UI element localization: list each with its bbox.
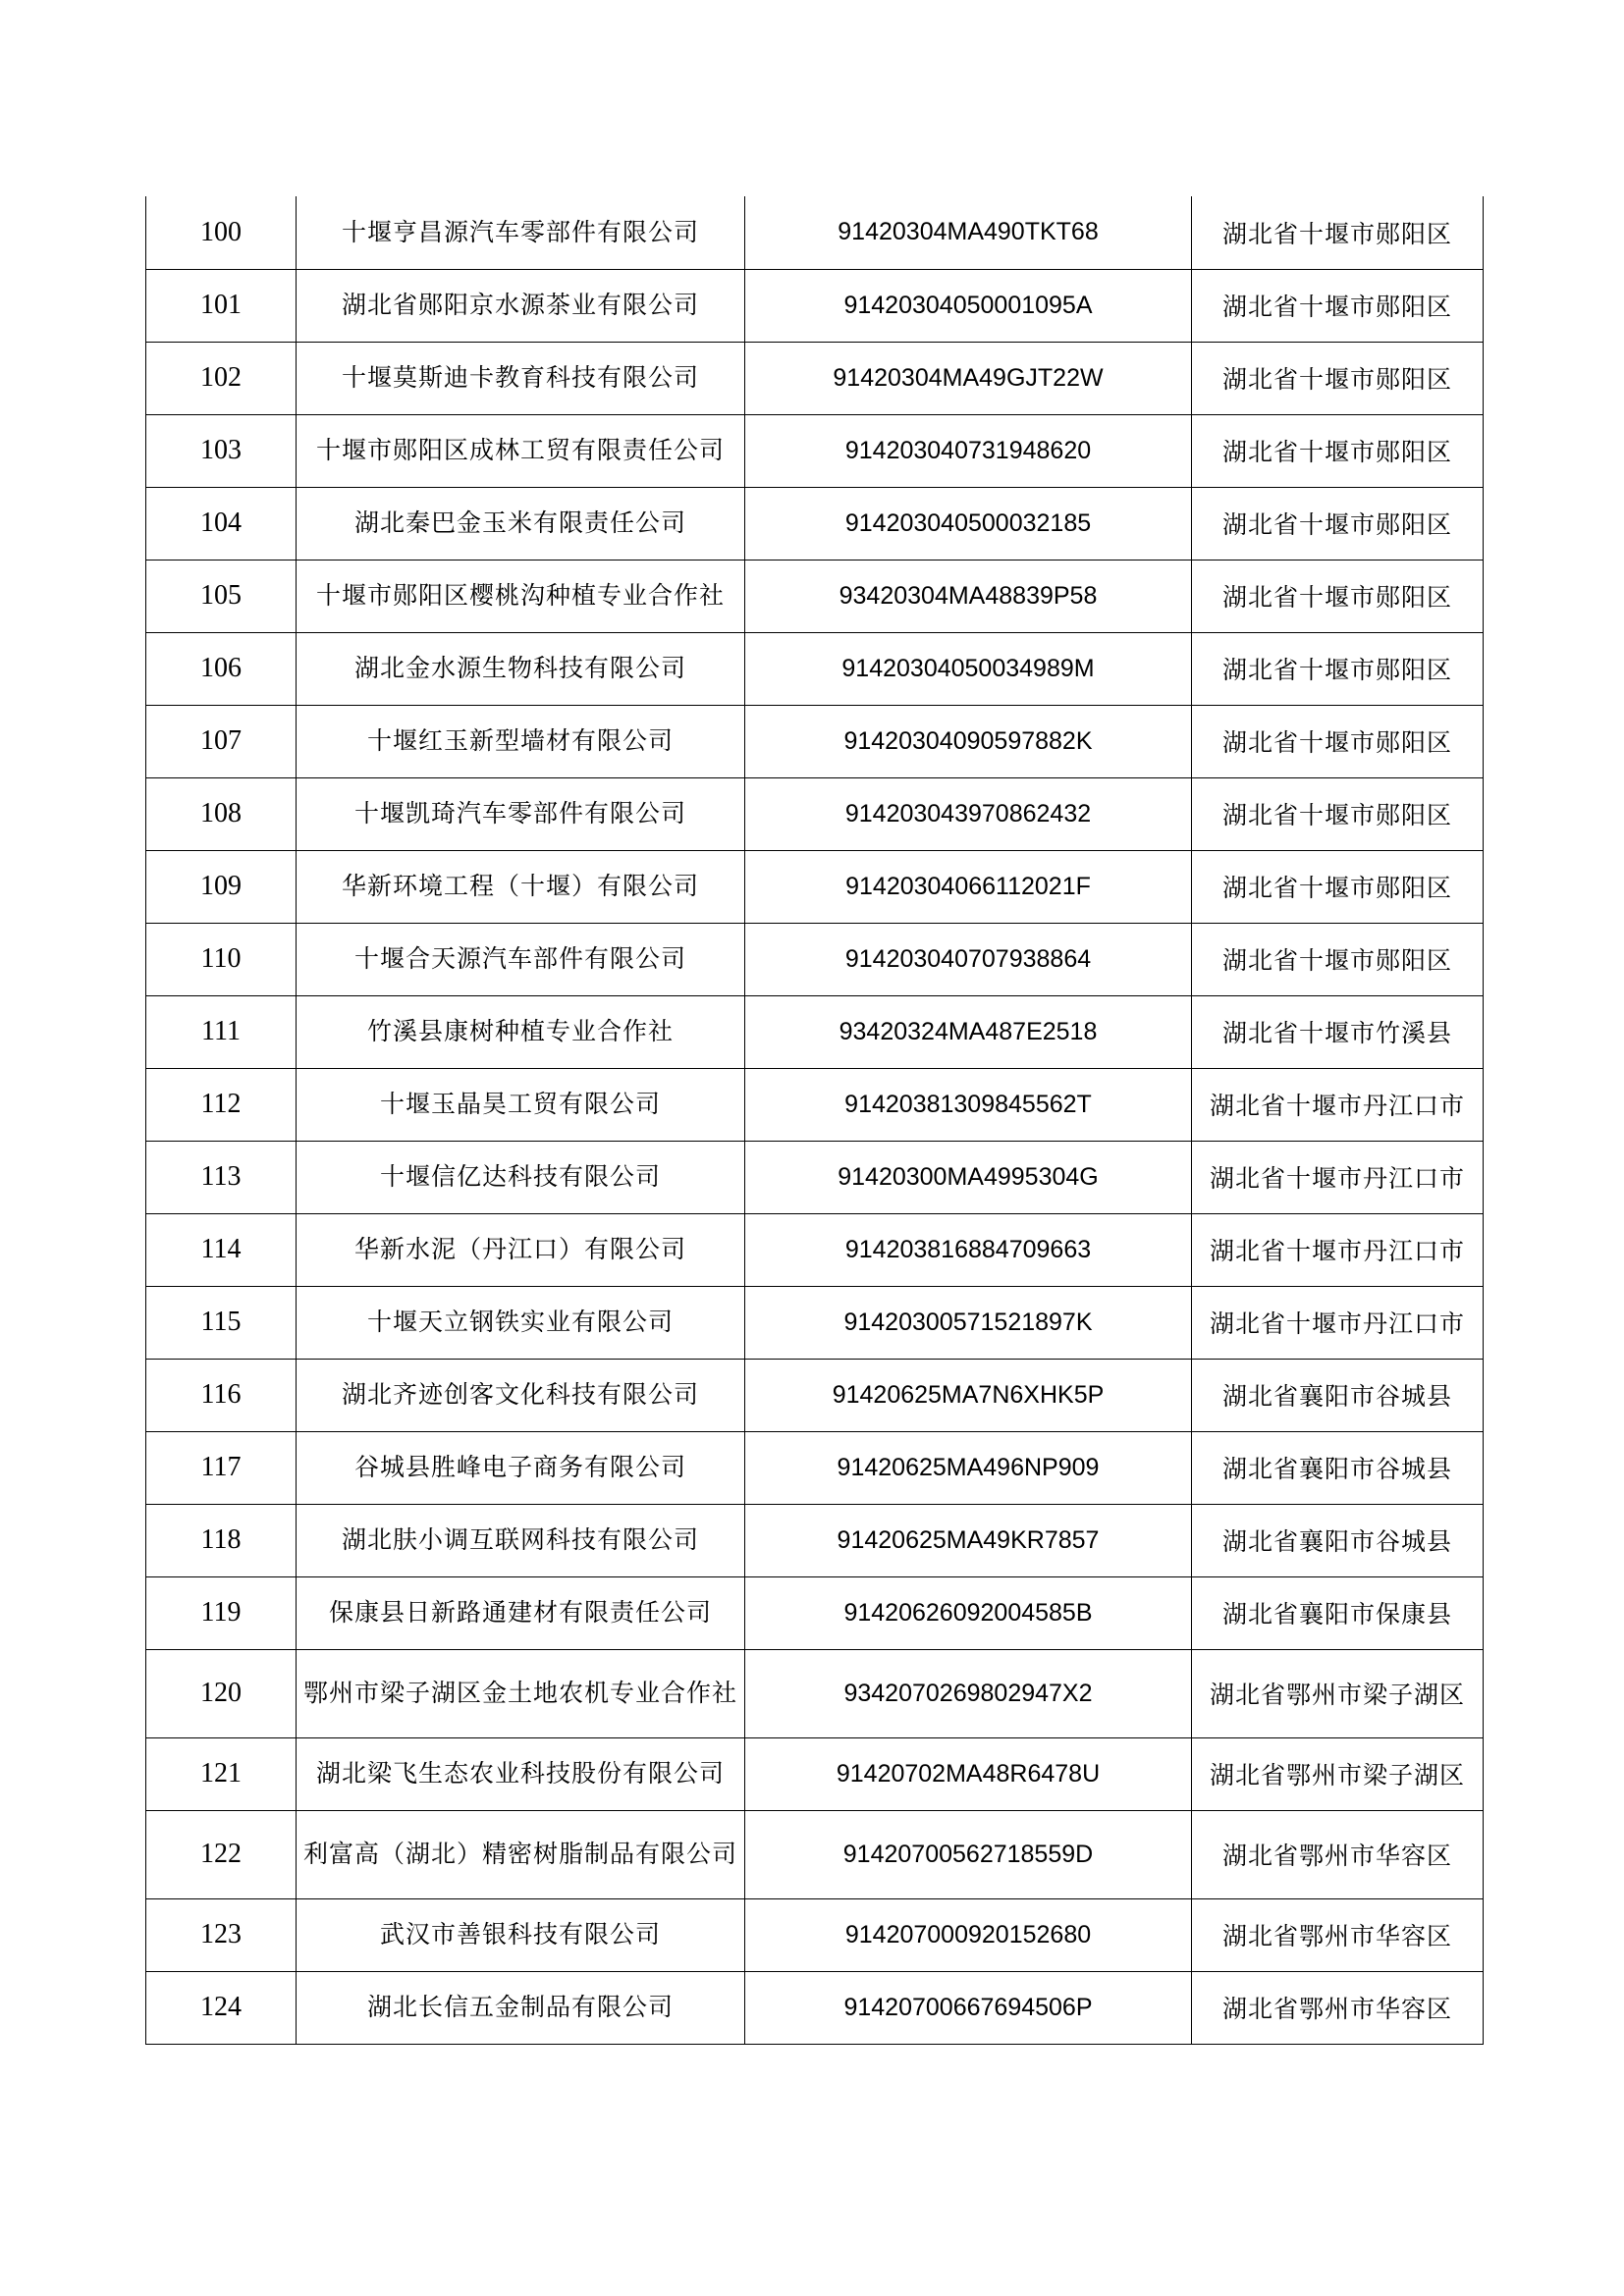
row-number: 114 [146,1213,297,1286]
credit-code: 914203040500032185 [745,487,1192,560]
credit-code: 91420626092004585B [745,1576,1192,1649]
row-number: 105 [146,560,297,632]
company-name: 利富高（湖北）精密树脂制品有限公司 [297,1810,745,1898]
company-name: 保康县日新路通建材有限责任公司 [297,1576,745,1649]
company-name: 十堰信亿达科技有限公司 [297,1141,745,1213]
registered-address: 湖北省十堰市丹江口市 [1192,1213,1484,1286]
credit-code: 93420304MA48839P58 [745,560,1192,632]
company-name: 湖北长信五金制品有限公司 [297,1971,745,2044]
table-row [146,705,1484,777]
table-row [146,850,1484,923]
company-name: 十堰市郧阳区成林工贸有限责任公司 [297,414,745,487]
registered-address: 湖北省十堰市丹江口市 [1192,1068,1484,1141]
row-number: 123 [146,1898,297,1971]
credit-code: 91420625MA49KR7857 [745,1504,1192,1576]
registered-address: 湖北省十堰市郧阳区 [1192,850,1484,923]
company-name: 湖北省郧阳京水源茶业有限公司 [297,269,745,342]
registered-address: 湖北省十堰市郧阳区 [1192,777,1484,850]
table-row [146,777,1484,850]
row-number: 122 [146,1810,297,1898]
credit-code: 91420304MA490TKT68 [745,196,1192,269]
company-name: 十堰合天源汽车部件有限公司 [297,923,745,995]
table-row [146,1971,1484,2044]
credit-code: 91420300MA4995304G [745,1141,1192,1213]
table-row [146,487,1484,560]
row-number: 115 [146,1286,297,1359]
registered-address: 湖北省襄阳市谷城县 [1192,1431,1484,1504]
table-row [146,1213,1484,1286]
row-number: 116 [146,1359,297,1431]
table-row [146,995,1484,1068]
company-name: 十堰天立钢铁实业有限公司 [297,1286,745,1359]
company-name: 十堰亨昌源汽车零部件有限公司 [297,196,745,269]
table-row [146,1576,1484,1649]
credit-code: 91420702MA48R6478U [745,1737,1192,1810]
row-number: 124 [146,1971,297,2044]
credit-code: 93420324MA487E2518 [745,995,1192,1068]
registered-address: 湖北省鄂州市梁子湖区 [1192,1649,1484,1737]
table-row [146,1286,1484,1359]
company-name: 湖北齐迹创客文化科技有限公司 [297,1359,745,1431]
company-name: 湖北肤小调互联网科技有限公司 [297,1504,745,1576]
credit-code: 91420700667694506P [745,1971,1192,2044]
company-name: 十堰玉晶昊工贸有限公司 [297,1068,745,1141]
registered-address: 湖北省十堰市竹溪县 [1192,995,1484,1068]
registered-address: 湖北省十堰市郧阳区 [1192,705,1484,777]
company-name: 十堰红玉新型墙材有限公司 [297,705,745,777]
credit-code: 914203040731948620 [745,414,1192,487]
credit-code: 91420300571521897K [745,1286,1192,1359]
table-row [146,1737,1484,1810]
company-name: 湖北秦巴金玉米有限责任公司 [297,487,745,560]
table-row [146,342,1484,414]
row-number: 111 [146,995,297,1068]
registered-address: 湖北省十堰市郧阳区 [1192,269,1484,342]
table-row [146,1810,1484,1898]
row-number: 103 [146,414,297,487]
registered-address: 湖北省十堰市丹江口市 [1192,1141,1484,1213]
company-name: 十堰莫斯迪卡教育科技有限公司 [297,342,745,414]
company-name: 武汉市善银科技有限公司 [297,1898,745,1971]
table-row [146,414,1484,487]
row-number: 117 [146,1431,297,1504]
table-row [146,196,1484,269]
table-row [146,1898,1484,1971]
credit-code: 914207000920152680 [745,1898,1192,1971]
registered-address: 湖北省十堰市郧阳区 [1192,342,1484,414]
company-name: 谷城县胜峰电子商务有限公司 [297,1431,745,1504]
company-registry-table [145,196,1484,2045]
registered-address: 湖北省鄂州市华容区 [1192,1898,1484,1971]
credit-code: 914203816884709663 [745,1213,1192,1286]
row-number: 109 [146,850,297,923]
table-row [146,632,1484,705]
credit-code: 91420625MA496NP909 [745,1431,1192,1504]
row-number: 118 [146,1504,297,1576]
table-row [146,1359,1484,1431]
registry-table-body [146,196,1484,2044]
credit-code: 91420304066112021F [745,850,1192,923]
row-number: 106 [146,632,297,705]
table-row [146,1068,1484,1141]
table-row [146,560,1484,632]
table-row [146,269,1484,342]
row-number: 112 [146,1068,297,1141]
row-number: 120 [146,1649,297,1737]
row-number: 119 [146,1576,297,1649]
row-number: 100 [146,196,297,269]
table-row [146,1141,1484,1213]
credit-code: 91420304050034989M [745,632,1192,705]
company-name: 华新环境工程（十堰）有限公司 [297,850,745,923]
registered-address: 湖北省鄂州市梁子湖区 [1192,1737,1484,1810]
credit-code: 91420304050001095A [745,269,1192,342]
credit-code: 91420700562718559D [745,1810,1192,1898]
credit-code: 914203043970862432 [745,777,1192,850]
company-name: 华新水泥（丹江口）有限公司 [297,1213,745,1286]
table-row [146,1504,1484,1576]
company-name: 鄂州市梁子湖区金土地农机专业合作社 [297,1649,745,1737]
registered-address: 湖北省襄阳市谷城县 [1192,1504,1484,1576]
registered-address: 湖北省鄂州市华容区 [1192,1971,1484,2044]
row-number: 108 [146,777,297,850]
row-number: 110 [146,923,297,995]
company-name: 竹溪县康树种植专业合作社 [297,995,745,1068]
row-number: 121 [146,1737,297,1810]
company-name: 十堰市郧阳区樱桃沟种植专业合作社 [297,560,745,632]
registered-address: 湖北省十堰市丹江口市 [1192,1286,1484,1359]
registered-address: 湖北省襄阳市谷城县 [1192,1359,1484,1431]
row-number: 113 [146,1141,297,1213]
registered-address: 湖北省十堰市郧阳区 [1192,196,1484,269]
credit-code: 91420304MA49GJT22W [745,342,1192,414]
credit-code: 914203040707938864 [745,923,1192,995]
registered-address: 湖北省襄阳市保康县 [1192,1576,1484,1649]
row-number: 104 [146,487,297,560]
table-row [146,923,1484,995]
registered-address: 湖北省十堰市郧阳区 [1192,487,1484,560]
table-row [146,1649,1484,1737]
row-number: 107 [146,705,297,777]
registered-address: 湖北省十堰市郧阳区 [1192,632,1484,705]
row-number: 102 [146,342,297,414]
row-number: 101 [146,269,297,342]
registered-address: 湖北省十堰市郧阳区 [1192,923,1484,995]
table-row [146,1431,1484,1504]
credit-code: 91420625MA7N6XHK5P [745,1359,1192,1431]
registered-address: 湖北省十堰市郧阳区 [1192,560,1484,632]
company-name: 湖北金水源生物科技有限公司 [297,632,745,705]
credit-code: 91420304090597882K [745,705,1192,777]
credit-code: 91420381309845562T [745,1068,1192,1141]
company-name: 湖北梁飞生态农业科技股份有限公司 [297,1737,745,1810]
company-name: 十堰凯琦汽车零部件有限公司 [297,777,745,850]
registered-address: 湖北省十堰市郧阳区 [1192,414,1484,487]
credit-code: 934207026980294​7X2 [745,1649,1192,1737]
registered-address: 湖北省鄂州市华容区 [1192,1810,1484,1898]
